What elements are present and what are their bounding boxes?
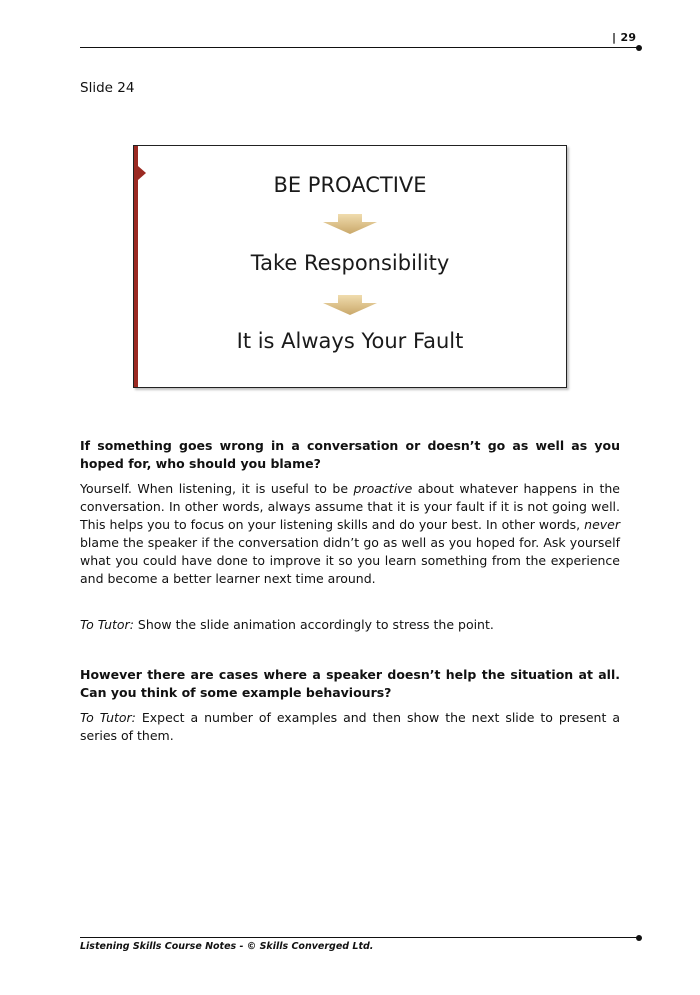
answer-1-emphasis-proactive: proactive xyxy=(353,481,413,496)
answer-1-part-1: Yourself. When listening, it is useful to be xyxy=(80,481,354,496)
slide-line-take-responsibility: Take Responsibility xyxy=(250,251,450,275)
answer-1-emphasis-never: never xyxy=(584,517,620,532)
question-1: If something goes wrong in a conversation or doesn’t go as well as you hoped for, who should you blame? xyxy=(80,438,620,471)
answer-1-part-2: about whatever happens in the conversation. In other words, always assume that it is your fault if it is not going well. This helps you to focus on your listening skills and do your best. In other words, xyxy=(80,481,620,532)
page-number: | 29 xyxy=(612,31,637,44)
header-rule xyxy=(80,47,638,48)
tutor-note-1-label: To Tutor: xyxy=(80,617,134,632)
rule-dot-icon xyxy=(636,935,642,941)
slide-line-be-proactive: BE PROACTIVE xyxy=(273,173,427,197)
slide-thumbnail xyxy=(133,145,567,388)
tutor-note-1-text: Show the slide animation accordingly to stress the point. xyxy=(133,617,494,632)
rule-dot-icon xyxy=(636,45,642,51)
answer-1 xyxy=(80,480,620,588)
question-2: However there are cases where a speaker doesn’t help the situation at all. Can you think of some example behaviours? xyxy=(80,667,620,700)
slide-line-always-your-fault: It is Always Your Fault xyxy=(236,329,464,353)
footer-text: Listening Skills Course Notes - © Skills Converged Ltd. xyxy=(80,941,374,952)
slide-label: Slide 24 xyxy=(80,80,135,96)
footer-rule xyxy=(80,937,638,938)
tutor-note-2-label: To Tutor: xyxy=(80,710,136,725)
tutor-note-2-text: Expect a number of examples and then show the next slide to present a series of them. xyxy=(80,710,620,743)
tutor-note-2 xyxy=(80,709,620,745)
down-arrow-icon xyxy=(323,295,377,315)
answer-1-part-3: blame the speaker if the conversation didn’t go as well as you hoped for. Ask yourself what you could have done to improve it so you learn something from the experience and become a better learner next time around. xyxy=(80,535,620,586)
down-arrow-icon xyxy=(323,214,377,234)
tutor-note-1 xyxy=(80,616,620,634)
